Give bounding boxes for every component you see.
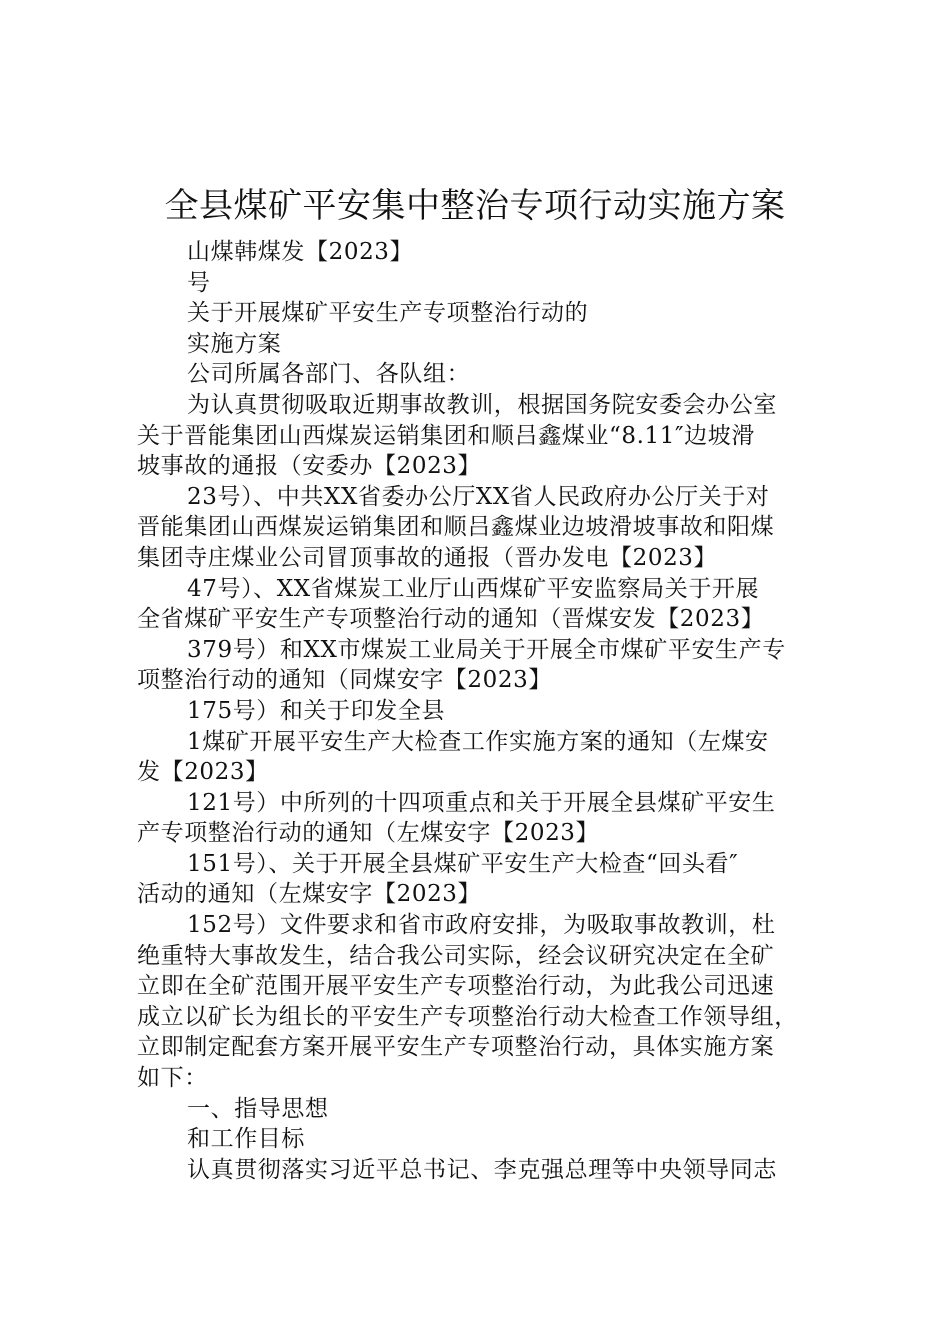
body-line: 立即制定配套方案开展平安生产专项整治行动，具体实施方案 [137, 1034, 775, 1061]
body-line: 成立以矿长为组长的平安生产专项整治行动大检查工作领导组， [137, 1003, 798, 1030]
body-line: 集团寺庄煤业公司冒顶事故的通报（晋办发电【2023】 [137, 544, 718, 571]
body-line: 晋能集团山西煤炭运销集团和顺吕鑫煤业边坡滑坡事故和阳煤 [137, 514, 775, 541]
body-line: 379号）和XX市煤炭工业局关于开展全市煤矿平安生产专 [187, 636, 786, 663]
body-line: 号 [187, 269, 211, 296]
body-line: 认真贯彻落实习近平总书记、李克强总理等中央领导同志 [187, 1156, 777, 1183]
body-line: 绝重特大事故发生，结合我公司实际，经会议研究决定在全矿 [137, 942, 775, 969]
body-line: 47号）、XX省煤炭工业厅山西煤矿平安监察局关于开展 [187, 575, 760, 602]
body-line: 为认真贯彻吸取近期事故教训，根据国务院安委会办公室 [187, 391, 777, 418]
body-line: 关于晋能集团山西煤炭运销集团和顺吕鑫煤业“8.11″边坡滑 [137, 422, 755, 449]
body-line: 山煤韩煤发【2023】 [187, 239, 414, 265]
body-line: 如下： [137, 1065, 208, 1092]
body-line: 152号）文件要求和省市政府安排，为吸取事故教训，杜 [187, 912, 776, 939]
body-line: 项整治行动的通知（同煤安字【2023】 [137, 667, 552, 694]
body-line: 121号）中所列的十四项重点和关于开展全县煤矿平安生 [187, 789, 776, 816]
body-line: 23号）、中共XX省委办公厅XX省人民政府办公厅关于对 [187, 483, 770, 510]
body-line: 坡事故的通报（安委办【2023】 [137, 453, 482, 480]
body-line: 立即在全矿范围开展平安生产专项整治行动，为此我公司迅速 [137, 973, 775, 1000]
body-line: 实施方案 [187, 330, 282, 357]
body-line: 产专项整治行动的通知（左煤安字【2023】 [137, 820, 600, 847]
document-body [137, 237, 827, 1185]
body-line: 全省煤矿平安生产专项整治行动的通知（晋煤安发【2023】 [137, 606, 765, 633]
body-line: 和工作目标 [187, 1126, 305, 1153]
document-title: 全县煤矿平安集中整治专项行动实施方案 [164, 186, 786, 226]
body-line: 一、指导思想 [187, 1095, 329, 1122]
body-line: 1煤矿开展平安生产大检查工作实施方案的通知（左煤安 [187, 728, 769, 755]
body-line: 活动的通知（左煤安字【2023】 [137, 881, 482, 908]
body-line: 公司所属各部门、各队组： [187, 361, 471, 388]
body-line: 175号）和关于印发全县 [187, 697, 446, 724]
body-line: 151号）、关于开展全县煤矿平安生产大检查“回头看″ [187, 850, 739, 877]
body-line: 关于开展煤矿平安生产专项整治行动的 [187, 300, 589, 327]
body-line: 发【2023】 [137, 759, 269, 786]
